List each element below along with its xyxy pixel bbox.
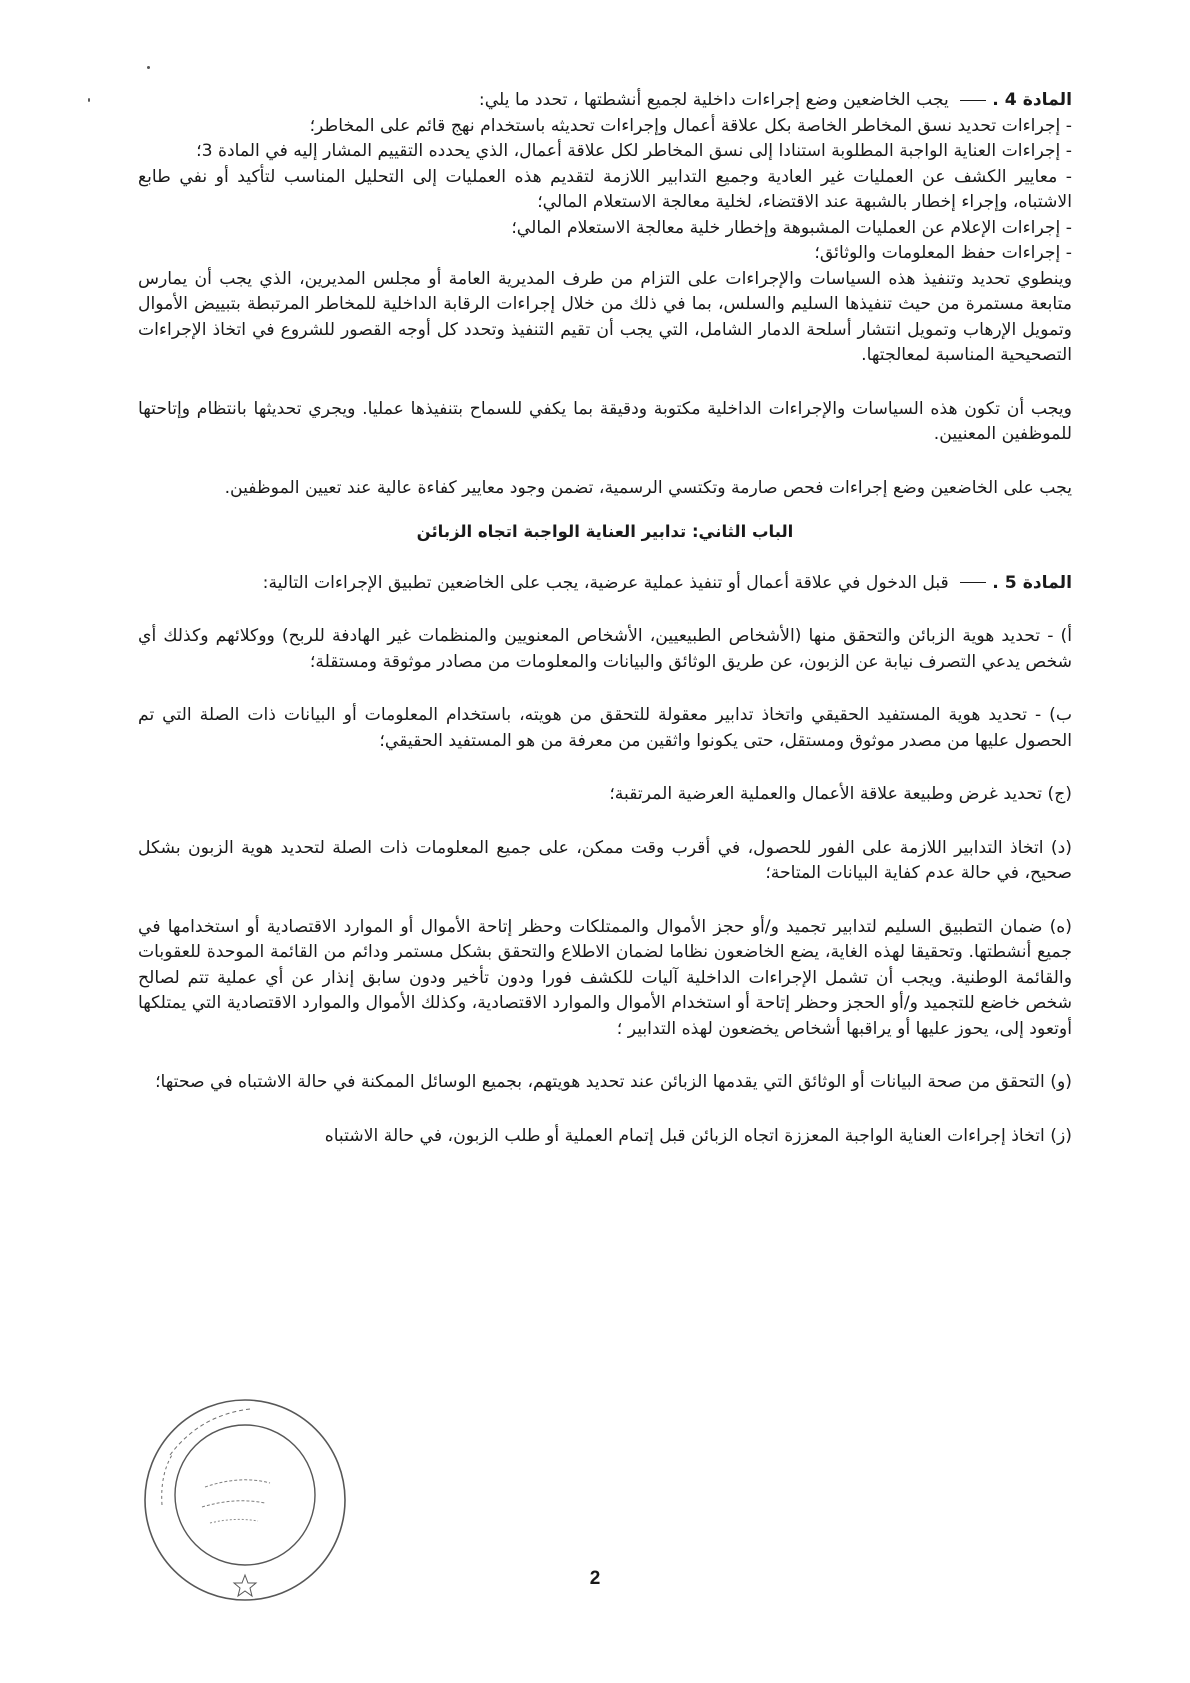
scan-speck — [88, 98, 90, 102]
article-4-item: - معايير الكشف عن العمليات غير العادية وجميع التدابير اللازمة لتقديم هذه العمليات إلى التحليل المناسب لتأكيد أو نفي طابع الاشتباه، وإجراء إخطار بالشبهة عند الاقتضاء، لخلية معالجة الاستعلام المالي؛ — [138, 166, 1072, 212]
article-4-intro-text: يجب الخاضعين وضع إجراءات داخلية لجميع أنشطتها ، تحدد ما يلي: — [478, 90, 949, 110]
article-4-paragraph: يجب على الخاضعين وضع إجراءات فحص صارمة وتكتسي الرسمية، تضمن وجود معايير كفاءة عالية عند تعيين الموظفين. — [224, 477, 1072, 498]
stamp-center-lettering — [202, 1501, 265, 1507]
stamp-ring-lettering — [162, 1455, 172, 1505]
article-5-item: أ) - تحديد هوية الزبائن والتحقق منها (الأشخاص الطبيعيين، الأشخاص المعنويين والمنظمات غير الهادفة للربح) ووكلائهم وكذلك أي شخص يدعي التصرف نيابة عن الزبون، عن طريق الوثائق والبيانات والمعلومات من مصادر موثوقة ومستقلة؛ — [138, 626, 1072, 672]
article-5-item: (ج) تحديد غرض وطبيعة علاقة الأعمال والعملية العرضية المرتقبة؛ — [609, 784, 1072, 804]
article-5-item: (د) اتخاذ التدابير اللازمة على الفور للحصول، في أقرب وقت ممكن، على جميع المعلومات ذات الصلة لتحديد هوية الزبون بشكل صحيح، في حالة عدم كفاية البيانات المتاحة؛ — [138, 837, 1072, 883]
article-4-paragraph: ويجب أن تكون هذه السياسات والإجراءات الداخلية مكتوبة ودقيقة بما يكفي للسماح بتنفيذها عمليا. ويجري تحديثها بانتظام وإتاحتها للموظفين المعنيين. — [138, 398, 1072, 444]
article-5-item: (و) التحقق من صحة البيانات أو الوثائق التي يقدمها الزبائن عند تحديد هويتهم، بجميع الوسائل الممكنة في حالة الاشتباه في صحتها؛ — [155, 1072, 1072, 1092]
stamp-center-lettering — [210, 1519, 258, 1523]
article-4-item: - إجراءات حفظ المعلومات والوثائق؛ — [814, 243, 1072, 263]
page-number: 2 — [589, 1568, 601, 1589]
article-5-item: ب) - تحديد هوية المستفيد الحقيقي واتخاذ تدابير معقولة للتحقق من هويته، باستخدام المعلومات أو البيانات ذات الصلة التي تم الحصول عليها من مصدر موثوق ومستقل، حتى يكونوا واثقين من معرفة من هو المستفيد الحقيقي؛ — [138, 705, 1072, 751]
dash-separator — [960, 582, 986, 583]
article-4-intro — [138, 88, 1072, 114]
dash-separator — [960, 100, 986, 101]
article-5-label: المادة 5 . — [992, 572, 1072, 593]
article-4-item: - إجراءات العناية الواجبة المطلوبة استنادا إلى نسق المخاطر لكل علاقة أعمال، الذي يحدده التقييم المشار إليه في المادة 3؛ — [196, 141, 1072, 161]
stamp-center-lettering — [205, 1480, 270, 1487]
article-5-item: (ه) ضمان التطبيق السليم لتدابير تجميد و/أو حجز الأموال والممتلكات وحظر إتاحة الأموال أو الموارد الاقتصادية أو استخدامها في جميع أنشطتها. وتحقيقا لهذه الغاية، يضع الخاضعون نظاما لضمان الاطلاع والتحقق بشكل مستمر ودائم من القائمة الموحدة للعقوبات والقائمة الوطنية. ويجب أن تشمل الإجراءات الداخلية آليات للكشف فورا ودون تأخير ودون سابق إنذار عن أي عملية تتم لصالح شخص خاضع للتجميد و/أو الحجز وحظر إتاحة أو استخدام الأموال والموارد الاقتصادية، وكذلك الأموال والموارد الاقتصادية التي يمتلكها أوتعود إلى، يحوز عليها أو يراقبها أشخاص يخضعون لهذه التدابير ؛ — [138, 916, 1072, 1039]
article-5-intro — [138, 571, 1072, 597]
article-4-item: - إجراءات الإعلام عن العمليات المشبوهة وإخطار خلية معالجة الاستعلام المالي؛ — [511, 217, 1072, 238]
article-5-item: (ز) اتخاذ إجراءات العناية الواجبة المعززة اتجاه الزبائن قبل إتمام العملية أو طلب الزبون، في حالة الاشتباه — [324, 1125, 1072, 1146]
article-4-item: - إجراءات تحديد نسق المخاطر الخاصة بكل علاقة أعمال وإجراءات تحديثه باستخدام نهج قائم على المخاطر؛ — [309, 115, 1072, 136]
article-5-intro-text: قبل الدخول في علاقة أعمال أو تنفيذ عملية عرضية، يجب على الخاضعين تطبيق الإجراءات التالية: — [262, 572, 949, 593]
article-4-label: المادة 4 . — [992, 90, 1072, 110]
article-4-paragraph: وينطوي تحديد وتنفيذ هذه السياسات والإجراءات على التزام من طرف المديرية العامة أو مجلس المديرين، الذي يجب أن يمارس متابعة مستمرة من حيث تنفيذها السليم والسلس، بما في ذلك من خلال إجراءات الرقابة الداخلية للمخاطر المرتبطة بتبييض الأموال وتمويل الإرهاب وتمويل انتشار أسلحة الدمار الشامل، التي يجب أن تقيم التنفيذ وتحدد كل أوجه القصور للشروع في اتخاذ الإجراءات التصحيحية المناسبة لمعالجتها. — [138, 268, 1072, 365]
scan-speck — [147, 66, 150, 69]
stamp-inner-ring — [175, 1425, 315, 1565]
document-body — [138, 88, 1072, 1149]
chapter-title: الباب الثاني: تدابير العناية الواجبة اتجاه الزبائن — [416, 522, 794, 541]
stamp-ring-lettering — [170, 1409, 250, 1455]
